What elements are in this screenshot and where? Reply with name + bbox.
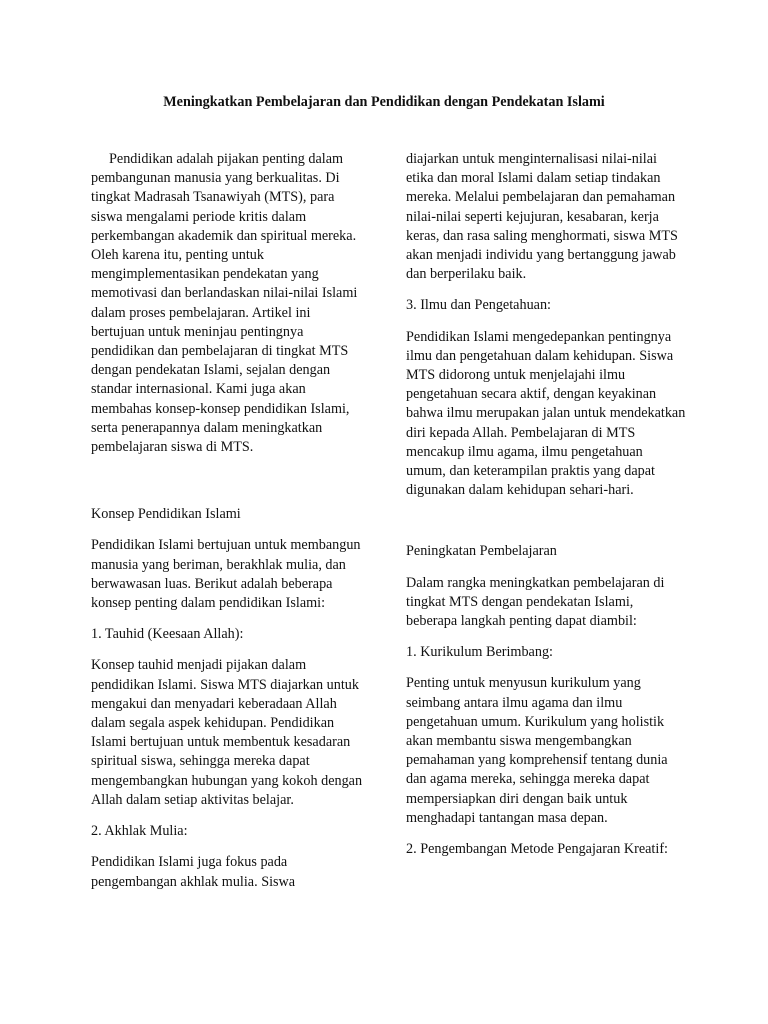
step-heading-kurikulum: 1. Kurikulum Berimbang: bbox=[406, 644, 553, 661]
item-text-ilmu: Pendidikan Islami mengedepankan pentingnya ilmu dan pengetahuan dalam kehidupan. Siswa MTS didorong untuk menjelajahi ilmu pengetahuan secara aktif, dengan keyakinan bahwa ilmu merupakan jalan untuk mendekatkan diri kepada Allah. Pembelajaran di MTS mencakup ilmu agama, ilmu pengetahuan umum, dan keterampilan praktis yang dapat digunakan dalam kehidupan sehari-hari. bbox=[406, 328, 686, 499]
section-heading-peningkatan: Peningkatan Pembelajaran bbox=[406, 543, 557, 560]
step-text-kurikulum: Penting untuk menyusun kurikulum yang seimbang antara ilmu agama dan ilmu pengetahuan umum. Kurikulum yang holistik akan membantu siswa mengembangkan pemahaman yang komprehensif tentang dunia dan agama mereka, sehingga mereka dapat mempersiapkan diri dengan baik untuk menghadapi tantangan masa depan. bbox=[406, 675, 668, 826]
section-heading-konsep: Konsep Pendidikan Islami bbox=[91, 506, 241, 523]
section-intro-peningkatan: Dalam rangka meningkatkan pembelajaran di tingkat MTS dengan pendekatan Islami, beberapa langkah penting dapat diambil: bbox=[406, 574, 665, 630]
intro-paragraph: Pendidikan adalah pijakan penting dalam pembangunan manusia yang berkualitas. Di tingkat Madrasah Tsanawiyah (MTS), para siswa mengalami periode kritis dalam perkembangan akademik dan spiritual mereka. Oleh karena itu, penting untuk mengimplementasikan pendekatan yang memotivasi dan berlandaskan nilai-nilai Islami dalam proses pembelajaran. Artikel ini bertujuan untuk meninjau pentingnya pendidikan dan pembelajaran di tingkat MTS dengan pendekatan Islami, sejalan dengan standar internasional. Kami juga akan membahas konsep-konsep pendidikan Islami, serta penerapannya dalam meningkatkan pembelajaran siswa di MTS. bbox=[91, 151, 358, 456]
item-text-akhlak-start: Pendidikan Islami juga fokus pada pengembangan akhlak mulia. Siswa bbox=[91, 854, 296, 890]
section-intro-konsep: Pendidikan Islami bertujuan untuk membangun manusia yang beriman, berakhlak mulia, dan berwawasan luas. Berikut adalah beberapa konsep penting dalam pendidikan Islami: bbox=[91, 537, 361, 612]
item-text-akhlak-cont: diajarkan untuk menginternalisasi nilai-nilai etika dan moral Islami dalam setiap tindakan mereka. Melalui pembelajaran dan pemahaman nilai-nilai seperti kejujuran, kesabaran, kerja keras, dan rasa saling menghormati, siswa MTS akan menjadi individu yang bertanggung jawab dan berperilaku baik. bbox=[406, 151, 678, 283]
document-title: Meningkatkan Pembelajaran dan Pendidikan dengan Pendekatan Islami bbox=[163, 94, 605, 110]
step-heading-metode: 2. Pengembangan Metode Pengajaran Kreatif: bbox=[406, 841, 668, 858]
item-heading-tauhid: 1. Tauhid (Keesaan Allah): bbox=[91, 626, 244, 643]
item-heading-ilmu: 3. Ilmu dan Pengetahuan: bbox=[406, 297, 551, 314]
item-text-tauhid: Konsep tauhid menjadi pijakan dalam pendidikan Islami. Siswa MTS diajarkan untuk mengakui dan menyadari keberadaan Allah dalam segala aspek kehidupan. Pendidikan Islami bertujuan untuk membentuk kesadaran spiritual siswa, sehingga mereka dapat mengembangkan hubungan yang kokoh dengan Allah dalam setiap aktivitas belajar. bbox=[91, 657, 363, 808]
right-column bbox=[406, 150, 686, 871]
left-column bbox=[91, 150, 367, 904]
item-heading-akhlak: 2. Akhlak Mulia: bbox=[91, 823, 188, 840]
